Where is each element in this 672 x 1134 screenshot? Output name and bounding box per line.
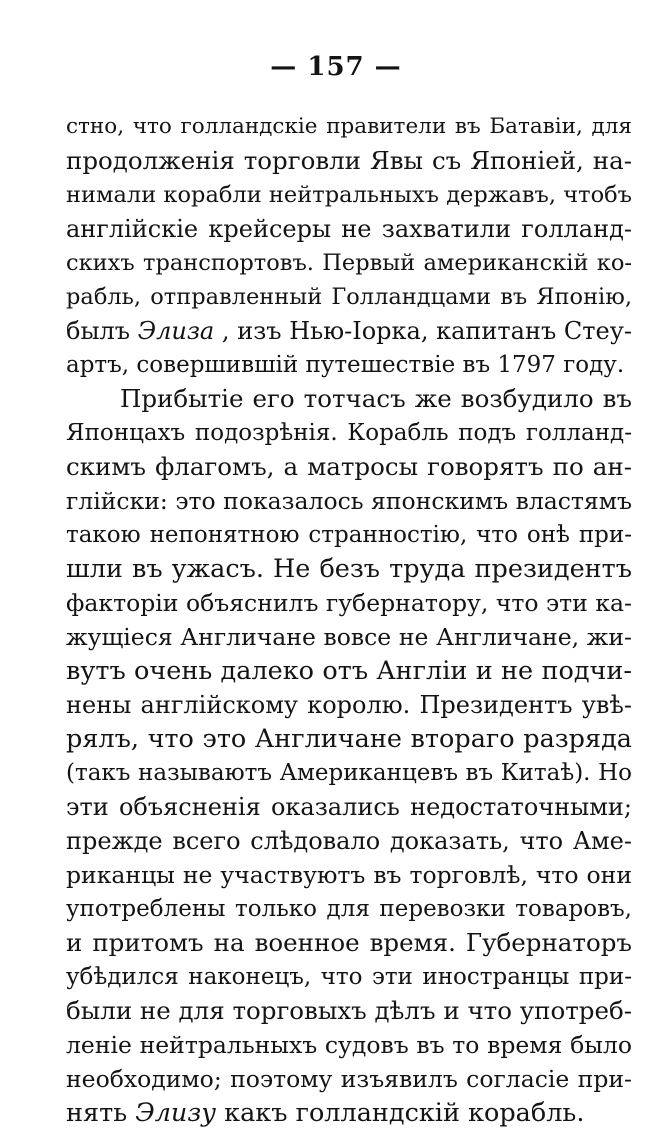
ship-name: Элиза — [137, 317, 215, 345]
text-line: шли въ ужасъ. Не безъ труда президентъ — [66, 554, 632, 584]
text-line: факторіи объяснилъ губернатору, что эти ка- — [66, 589, 632, 617]
text-line: риканцы не участвуютъ въ торговлѣ, что они — [66, 861, 632, 889]
text-line: прежде всего слѣдовало доказать, что Аме- — [66, 827, 632, 855]
text-line: убѣдился наконецъ, что эти иностранцы при- — [66, 964, 632, 990]
text-line — [66, 314, 632, 348]
text-line: Японцахъ подозрѣнія. Корабль подъ голланд- — [66, 420, 632, 446]
text-line: продолженія торговли Явы съ Японіей, на- — [66, 146, 632, 175]
text-line: такою непонятною странностію, что онѣ при- — [66, 522, 632, 548]
text-line: употреблены только для перевозки товаровъ, — [66, 896, 632, 922]
text-line: англійскіе крейсеры не захватили голланд- — [66, 215, 632, 243]
text-line: рабль, отправленный Голландцами въ Японію, — [66, 284, 632, 310]
text-segment: былъ — [66, 317, 138, 345]
text-line: рялъ, что это Англичане втораго разряда — [66, 724, 632, 754]
page-number: — 157 — — [270, 52, 402, 82]
body-text — [66, 110, 632, 1130]
text-line: необходимо; поэтому изъявилъ согласіе при- — [66, 1065, 632, 1093]
text-line: леніе нейтральныхъ судовъ въ то время было — [66, 1031, 632, 1059]
text-segment: нять — [66, 1098, 136, 1128]
text-line: жущіеся Англичане вовсе не Англичане, жи- — [66, 623, 632, 651]
text-line: скихъ транспортовъ. Первый американскій ко- — [66, 250, 632, 276]
text-line: скимъ флагомъ, а матросы говорятъ по ан- — [66, 452, 632, 481]
text-line: нимали корабли нейтральныхъ державъ, чтобъ — [66, 182, 632, 208]
text-line: эти объясненія оказались недостаточными; — [66, 793, 632, 821]
text-segment: , изъ Нью-Іорка, капитанъ Стеу- — [221, 317, 632, 345]
text-line: вутъ очень далеко отъ Англіи и не подчи- — [66, 656, 632, 686]
text-line: и притомъ на военное время. Губернаторъ — [66, 928, 632, 957]
text-line: были не для торговыхъ дѣлъ и что употреб- — [66, 996, 632, 1025]
text-line: Прибытіе его тотчасъ же возбудило въ — [120, 384, 632, 413]
ship-name: Элизу — [135, 1098, 217, 1128]
text-line — [66, 1096, 632, 1130]
text-line: нены англійскому королю. Президентъ увѣ- — [66, 691, 632, 719]
text-line: артъ, совершившій путешествіе въ 1797 году. — [66, 352, 625, 378]
text-segment: какъ голландскій корабль. — [224, 1098, 585, 1128]
text-line: глійски: это показалось японскимъ властямъ — [66, 487, 632, 515]
text-line: (такъ называютъ Американцевъ въ Китаѣ). Но — [66, 760, 632, 786]
text-line: стно, что голландскіе правители въ Батавіи, для — [66, 114, 632, 139]
